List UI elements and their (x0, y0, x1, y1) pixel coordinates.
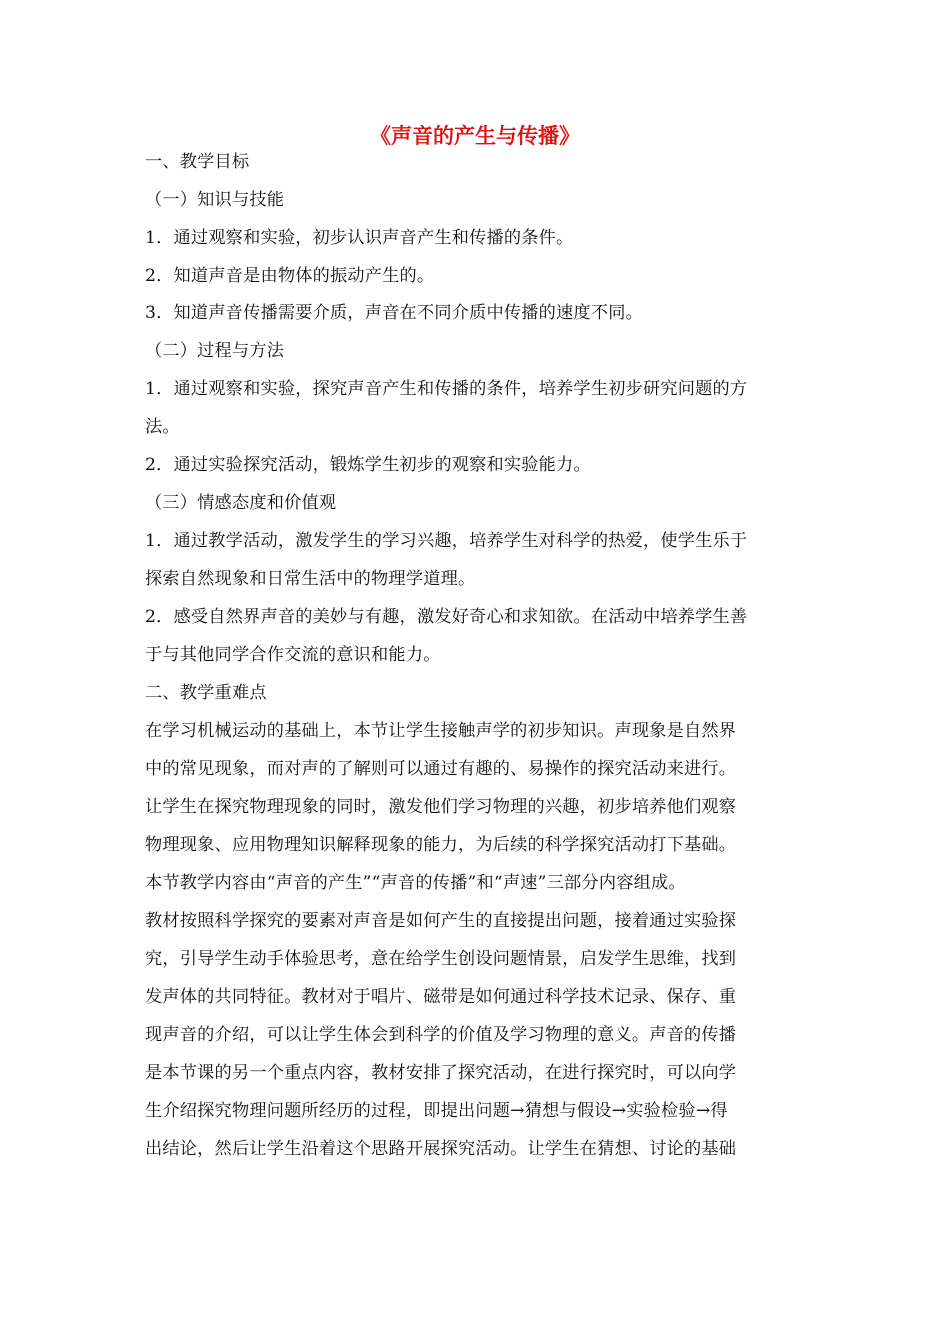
paragraph-line: 教材按照科学探究的要素对声音是如何产生的直接提出问题，接着通过实验探 (145, 911, 737, 931)
paragraph-line: 发声体的共同特征。教材对于唱片、磁带是如何通过科学技术记录、保存、重 (145, 987, 737, 1007)
paragraph-line: 探索自然现象和日常生活中的物理学道理。 (145, 569, 476, 589)
paragraph-line: 中的常见现象，而对声的了解则可以通过有趣的、易操作的探究活动来进行。 (145, 759, 737, 779)
subheading-knowledge-skills: （一）知识与技能 (145, 190, 285, 210)
paragraph-line: 物理现象、应用物理知识解释现象的能力，为后续的科学探究活动打下基础。 (145, 835, 737, 855)
paragraph-line: 1．通过教学活动，激发学生的学习兴趣，培养学生对科学的热爱，使学生乐于 (145, 531, 748, 551)
paragraph-line: 1．通过观察和实验，初步认识声音产生和传播的条件。 (145, 228, 574, 248)
document-title: 《声音的产生与传播》 (370, 123, 580, 148)
paragraph-line: 出结论，然后让学生沿着这个思路开展探究活动。让学生在猜想、讨论的基础 (145, 1139, 737, 1159)
paragraph-line: 在学习机械运动的基础上，本节让学生接触声学的初步知识。声现象是自然界 (145, 721, 737, 741)
paragraph-line: 1．通过观察和实验，探究声音产生和传播的条件，培养学生初步研究问题的方 (145, 379, 748, 399)
paragraph-line: 于与其他同学合作交流的意识和能力。 (145, 645, 441, 665)
paragraph-line: 生介绍探究物理问题所经历的过程，即提出问题→猜想与假设→实验检验→得 (145, 1101, 728, 1121)
paragraph-line: 让学生在探究物理现象的同时，激发他们学习物理的兴趣，初步培养他们观察 (145, 797, 737, 817)
subheading-attitude-values: （三）情感态度和价值观 (145, 493, 337, 513)
paragraph-line: 本节教学内容由“声音的产生”“声音的传播”和“声速”三部分内容组成。 (145, 873, 686, 893)
paragraph-line: 究，引导学生动手体验思考，意在给学生创设问题情景，启发学生思维，找到 (145, 949, 737, 969)
paragraph-line: 2．通过实验探究活动，锻炼学生初步的观察和实验能力。 (145, 455, 591, 475)
paragraph-line: 现声音的介绍，可以让学生体会到科学的价值及学习物理的意义。声音的传播 (145, 1025, 737, 1045)
paragraph-line: 3．知道声音传播需要介质，声音在不同介质中传播的速度不同。 (145, 303, 643, 323)
heading-key-difficulties: 二、教学重难点 (145, 683, 267, 703)
paragraph-line: 是本节课的另一个重点内容，教材安排了探究活动，在进行探究时，可以向学 (145, 1063, 737, 1083)
paragraph-line: 2．感受自然界声音的美妙与有趣，激发好奇心和求知欲。在活动中培养学生善 (145, 607, 748, 627)
heading-teaching-goals: 一、教学目标 (145, 152, 250, 172)
subheading-process-method: （二）过程与方法 (145, 341, 285, 361)
paragraph-line: 法。 (145, 417, 180, 437)
paragraph-line: 2．知道声音是由物体的振动产生的。 (145, 266, 435, 286)
